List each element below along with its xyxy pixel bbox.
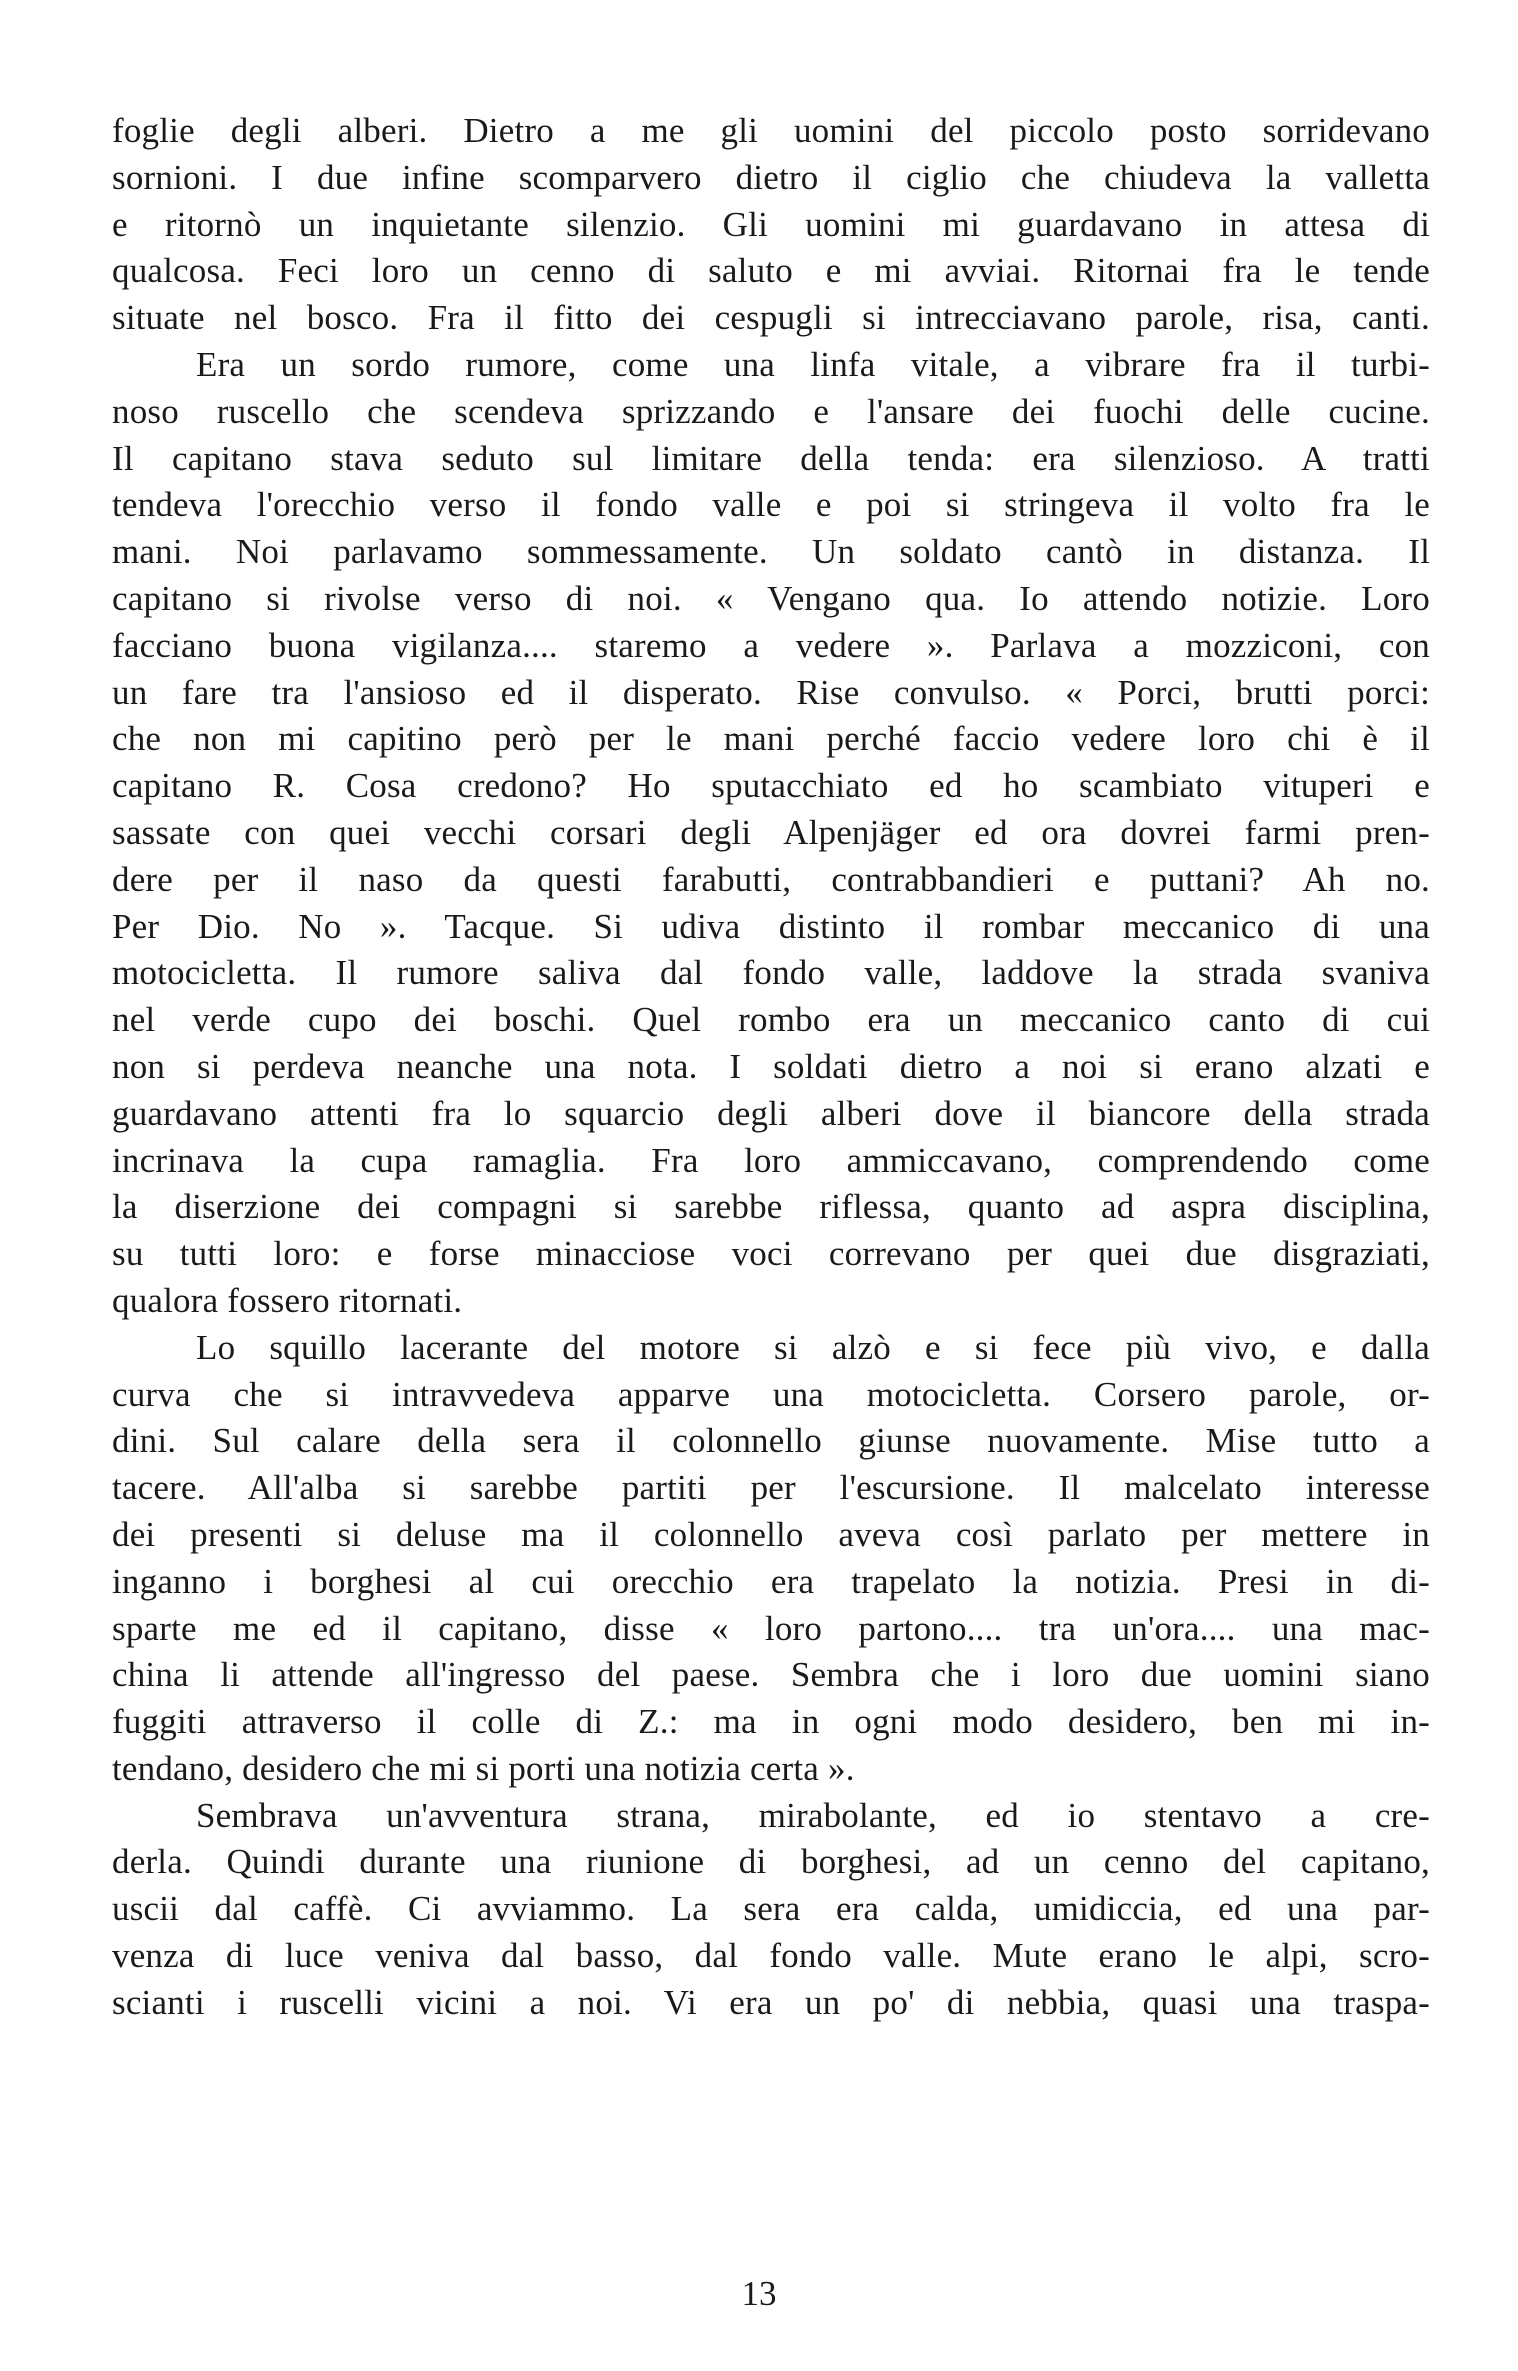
text-line: uscii dal caffè. Ci avviammo. La sera era calda, umidiccia, ed una par- [112, 1889, 1430, 1929]
text-line: tacere. All'alba si sarebbe partiti per l'escursione. Il malcelato interesse [112, 1468, 1430, 1508]
text-line: dei presenti si deluse ma il colonnello aveva così parlato per mettere in [112, 1514, 1430, 1554]
text-line: motocicletta. Il rumore saliva dal fondo valle, laddove la strada svaniva [112, 953, 1430, 993]
text-line: foglie degli alberi. Dietro a me gli uomini del piccolo posto sorridevano [112, 111, 1430, 150]
text-line: mani. Noi parlavamo sommessamente. Un soldato cantò in distanza. Il [112, 532, 1430, 572]
text-line: curva che si intravvedeva apparve una motocicletta. Corsero parole, or- [112, 1374, 1430, 1414]
text-line: venza di luce veniva dal basso, dal fondo valle. Mute erano le alpi, scro- [112, 1936, 1430, 1976]
text-line: un fare tra l'ansioso ed il disperato. Rise convulso. « Porci, brutti porci: [112, 672, 1430, 712]
text-line: e ritornò un inquietante silenzio. Gli uomini mi guardavano in attesa di [112, 204, 1430, 244]
text-line: china li attende all'ingresso del paese. Sembra che i loro due uomini siano [112, 1655, 1430, 1695]
text-line: tendeva l'orecchio verso il fondo valle e poi si stringeva il volto fra le [112, 485, 1430, 525]
text-line: capitano R. Cosa credono? Ho sputacchiato ed ho scambiato vituperi e [112, 766, 1430, 806]
paragraph-start-line: Era un sordo rumore, come una linfa vitale, a vibrare fra il turbi- [196, 344, 1430, 384]
text-line: non si perdeva neanche una nota. I soldati dietro a noi si erano alzati e [112, 1046, 1430, 1086]
text-line: dere per il naso da questi farabutti, contrabbandieri e puttani? Ah no. [112, 859, 1430, 899]
text-line: che non mi capitino però per le mani perché faccio vedere loro chi è il [112, 719, 1430, 759]
text-line: Per Dio. No ». Tacque. Si udiva distinto il rombar meccanico di una [112, 906, 1430, 946]
paragraph-start-line: Lo squillo lacerante del motore si alzò e si fece più vivo, e dalla [196, 1327, 1430, 1367]
body-text [112, 108, 1430, 2027]
text-line: su tutti loro: e forse minacciose voci correvano per quei due disgraziati, [112, 1234, 1430, 1274]
text-line: capitano si rivolse verso di noi. « Vengano qua. Io attendo notizie. Loro [112, 578, 1430, 618]
text-line: situate nel bosco. Fra il fitto dei cespugli si intrecciavano parole, risa, canti. [112, 298, 1430, 338]
text-line: derla. Quindi durante una riunione di borghesi, ad un cenno del capitano, [112, 1842, 1430, 1882]
text-line: fuggiti attraverso il colle di Z.: ma in ogni modo desidero, ben mi in- [112, 1702, 1430, 1742]
text-line: guardavano attenti fra lo squarcio degli alberi dove il biancore della strada [112, 1093, 1430, 1133]
text-line: inganno i borghesi al cui orecchio era trapelato la notizia. Presi in di- [112, 1561, 1430, 1601]
text-line: nel verde cupo dei boschi. Quel rombo era un meccanico canto di cui [112, 1000, 1430, 1040]
text-line: Il capitano stava seduto sul limitare della tenda: era silenzioso. A tratti [112, 438, 1430, 478]
text-line: sparte me ed il capitano, disse « loro partono.... tra un'ora.... una mac- [112, 1608, 1430, 1648]
paragraph-end-line: qualora fossero ritornati. [112, 1280, 463, 1320]
text-line: sornioni. I due infine scomparvero dietro il ciglio che chiudeva la valletta [112, 157, 1430, 197]
page-number: 13 [741, 2274, 777, 2313]
text-line: sassate con quei vecchi corsari degli Alpenjäger ed ora dovrei farmi pren- [112, 812, 1430, 852]
paragraph-start-line: Sembrava un'avventura strana, mirabolante, ed io stentavo a cre- [196, 1795, 1430, 1835]
text-line: la diserzione dei compagni si sarebbe riflessa, quanto ad aspra disciplina, [112, 1187, 1430, 1227]
text-line: incrinava la cupa ramaglia. Fra loro ammiccavano, comprendendo come [112, 1140, 1430, 1180]
paragraph-end-line: tendano, desidero che mi si porti una notizia certa ». [112, 1748, 855, 1788]
text-line: dini. Sul calare della sera il colonnello giunse nuovamente. Mise tutto a [112, 1421, 1430, 1461]
text-line: noso ruscello che scendeva sprizzando e l'ansare dei fuochi delle cucine. [112, 391, 1430, 431]
text-line: qualcosa. Feci loro un cenno di saluto e mi avviai. Ritornai fra le tende [112, 251, 1430, 291]
text-line: facciano buona vigilanza.... staremo a vedere ». Parlava a mozziconi, con [112, 625, 1430, 665]
text-line: scianti i ruscelli vicini a noi. Vi era un po' di nebbia, quasi una traspa- [112, 1982, 1430, 2022]
